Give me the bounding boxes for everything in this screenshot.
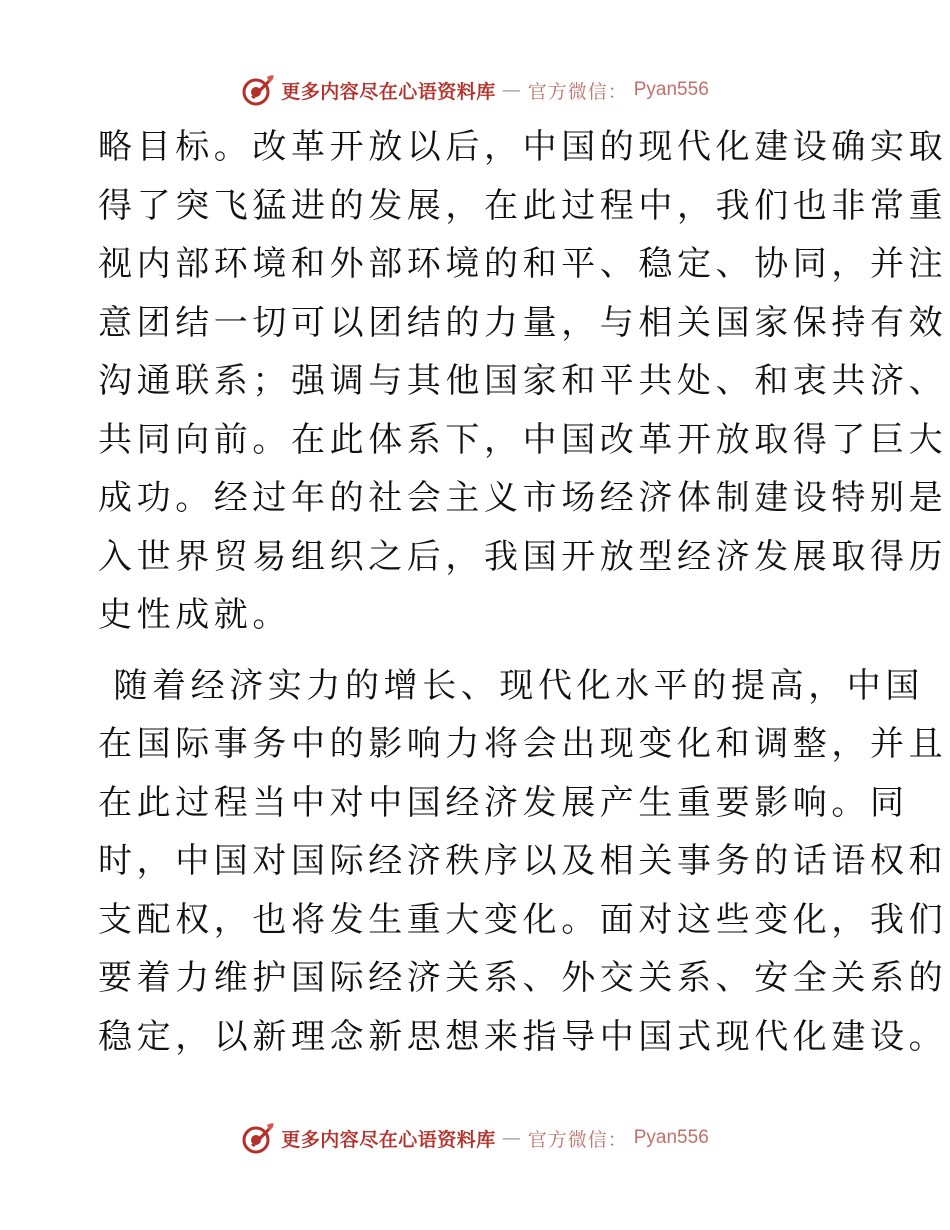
banner-slogan: 更多内容尽在心语资料库: [281, 80, 496, 103]
paragraph-spacer: [98, 645, 858, 657]
text-line: 成功。经过年的社会主义市场经济体制建设特别是: [98, 478, 948, 518]
footer-banner: [0, 1118, 950, 1158]
banner-slogan: 更多内容尽在心语资料库: [281, 1128, 496, 1151]
text-line: 要着力维护国际经济关系、外交关系、安全关系的: [98, 958, 948, 998]
text-line: 史性成就。: [98, 595, 291, 635]
text-line: 共同向前。在此体系下，中国改革开放取得了巨大: [98, 419, 948, 460]
text-line: 时，中国对国际经济秩序以及相关事务的话语权和: [98, 841, 948, 881]
paragraph-2: [98, 657, 948, 1067]
text-line: 入世界贸易组织之后，我国开放型经济发展取得历: [98, 536, 948, 577]
banner-wechat-id: Pyan556: [633, 79, 709, 100]
text-line: 得了突飞猛进的发展，在此过程中，我们也非常重: [98, 185, 948, 226]
banner-wechat-id: Pyan556: [633, 1127, 709, 1148]
text-line: 稳定，以新理念新思想来指导中国式现代化建设。: [98, 1016, 948, 1057]
quill-logo-icon: [241, 73, 275, 107]
banner-separator: —: [501, 1127, 522, 1149]
quill-logo-icon: [241, 1121, 275, 1155]
banner-wechat-label: 官方微信：: [527, 1128, 628, 1151]
text-line: 随着经济实力的增长、现代化水平的提高，中国: [98, 665, 925, 706]
text-line: 在国际事务中的影响力将会出现变化和调整，并且: [98, 724, 948, 764]
paragraph-1: [98, 118, 948, 645]
document-body: [98, 118, 948, 1066]
text-line: 沟通联系；强调与其他国家和平共处、和衷共济、: [98, 361, 948, 401]
text-line: 支配权，也将发生重大变化。面对这些变化，我们: [98, 899, 948, 940]
text-line: 意团结一切可以团结的力量，与相关国家保持有效: [98, 302, 948, 343]
header-banner: [0, 70, 950, 110]
text-line: 在此过程当中对中国经济发展产生重要影响。同: [98, 782, 909, 823]
banner-wechat-label: 官方微信：: [527, 80, 628, 103]
text-line: 略目标。改革开放以后，中国的现代化建设确实取: [98, 127, 948, 167]
banner-separator: —: [501, 79, 522, 101]
text-line: 视内部环境和外部环境的和平、稳定、协同，并注: [98, 244, 948, 284]
